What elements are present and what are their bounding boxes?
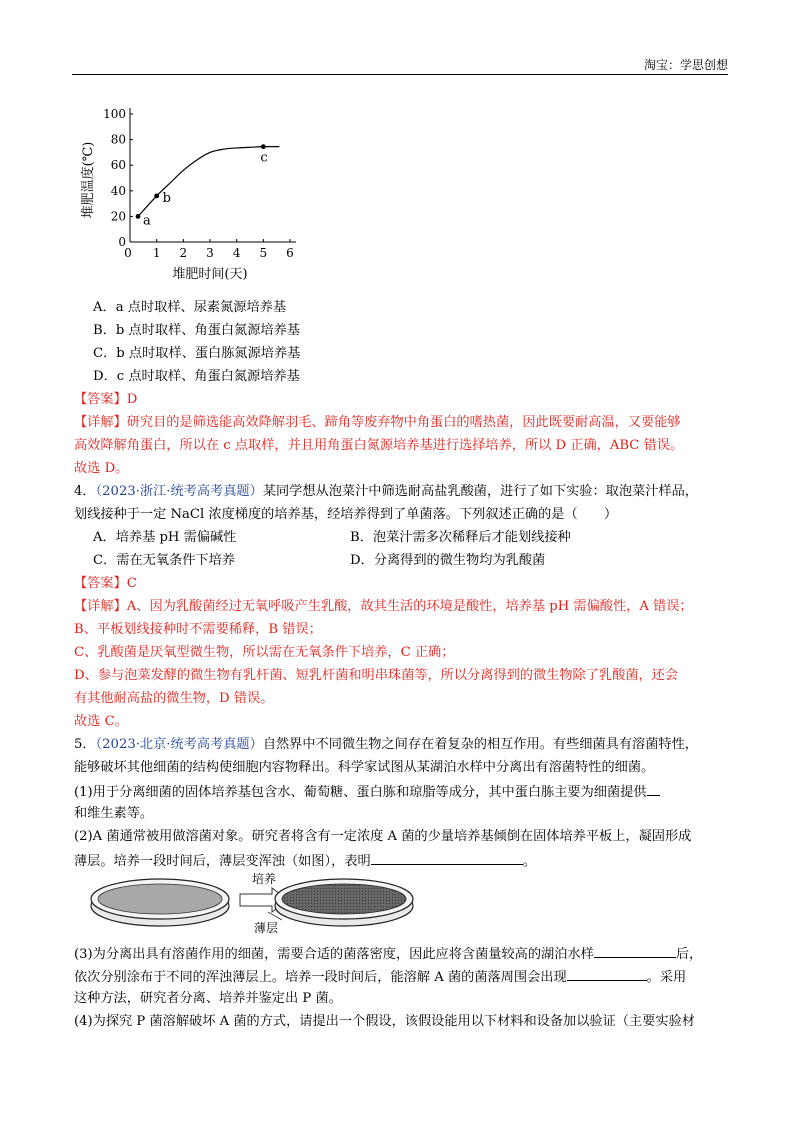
q4-option-d: D．分离得到的微生物均为乳酸菌 bbox=[350, 553, 546, 568]
q5-part3-end-2: 。采用 bbox=[646, 970, 687, 985]
y-tick-label: 0 bbox=[118, 235, 126, 249]
q3-option-b: B．b 点时取样、角蛋白氮源培养基 bbox=[93, 323, 300, 338]
q4-detail-4: D、参与泡菜发酵的微生物有乳杆菌、短乳杆菌和明串珠菌等，所以分离得到的微生物除了乳酸菌，还会 bbox=[74, 668, 679, 683]
x-tick-label: 4 bbox=[232, 246, 241, 260]
q4-detail-5: 有其他耐高盐的微生物，D 错误。 bbox=[74, 691, 274, 706]
x-tick-label: 5 bbox=[259, 246, 268, 260]
q4-detail-1: 【详解】A、因为乳酸菌经过无氧呼吸产生乳酸，故其生活的环境是酸性，培养基 pH 需偏酸性，A 错误； bbox=[74, 599, 693, 614]
q5-part2-end: 。 bbox=[522, 854, 536, 869]
petri-dish-figure bbox=[88, 866, 418, 946]
q5-part3-line-3: 这种方法，研究者分离、培养并鉴定出 P 菌。 bbox=[74, 991, 342, 1006]
q5-part3-line-2 bbox=[74, 966, 686, 988]
q5-part2-line-1: (2)A 菌通常被用做溶菌对象。研究者将含有一定浓度 A 菌的少量培养基倾倒在固体培养平板上，凝固形成 bbox=[74, 829, 692, 844]
temperature-curve bbox=[138, 147, 279, 217]
q3-option-c: C．b 点时取样、蛋白胨氮源培养基 bbox=[93, 346, 301, 361]
point-b bbox=[154, 194, 159, 199]
q3-detail-2: 高效降解角蛋白，所以在 c 点取样，并且用角蛋白氮源培养基进行选择培养，所以 D 正确，ABC 错误。 bbox=[74, 438, 684, 453]
q5-source: （2023·北京·统考高考真题） bbox=[95, 737, 263, 752]
point-label-b: b bbox=[162, 190, 171, 206]
q5-part3-end-1: 后， bbox=[675, 947, 703, 962]
q4-answer: 【答案】C bbox=[74, 576, 137, 591]
x-axis-label: 堆肥时间(天) bbox=[172, 267, 248, 282]
figure-layer-label: 薄层 bbox=[253, 921, 279, 935]
q4-number: 4． bbox=[74, 484, 96, 499]
q3-option-a: A．a 点时取样、尿素氮源培养基 bbox=[93, 300, 287, 315]
point-label-c: c bbox=[260, 150, 268, 166]
q4-stem-line-2: 划线接种于一定 NaCl 浓度梯度的培养基，经培养得到了单菌落。下列叙述正确的是（ ） bbox=[74, 507, 618, 522]
temperature-chart bbox=[72, 100, 312, 286]
q5-number: 5． bbox=[74, 737, 96, 752]
q4-option-b: B．泡菜汁需多次稀释后才能划线接种 bbox=[350, 530, 571, 545]
point-label-a: a bbox=[143, 213, 151, 229]
q3-option-d: D．c 点时取样、角蛋白氮源培养基 bbox=[93, 369, 300, 384]
header-rule bbox=[72, 74, 728, 75]
q5-blank-3 bbox=[594, 943, 676, 958]
q4-detail-3: C、乳酸菌是厌氧型微生物，所以需在无氧条件下培养，C 正确； bbox=[74, 645, 455, 660]
q5-blank-2 bbox=[371, 850, 523, 865]
q5-part1-line-1 bbox=[74, 781, 660, 803]
q5-stem-line-2: 能够破坏其他细菌的结构使细胞内容物释出。科学家试图从某湖泊水样中分离出有溶菌特性的细菌。 bbox=[74, 760, 655, 775]
figure-arrow-label: 培养 bbox=[251, 872, 277, 886]
q5-part3-text-2: 依次分别涂布于不同的浑浊薄层上。培养一段时间后，能溶解 A 菌的菌落周围会出现 bbox=[74, 970, 567, 985]
chart-axes bbox=[130, 108, 296, 242]
x-tick-label: 1 bbox=[152, 246, 161, 260]
x-tick-label: 6 bbox=[286, 246, 294, 260]
q3-detail-1: 【详解】研究目的是筛选能高效降解羽毛、蹄角等废弃物中角蛋白的嗜热菌，因此既要耐高温，又要能够 bbox=[74, 415, 681, 430]
y-tick-label: 60 bbox=[110, 158, 126, 173]
point-c bbox=[261, 144, 266, 149]
q5-part3-line-1 bbox=[74, 943, 702, 965]
q5-blank-1 bbox=[647, 781, 660, 796]
dish-before bbox=[91, 879, 229, 926]
q4-option-a: A．培养基 pH 需偏碱性 bbox=[93, 530, 237, 545]
y-axis-label: 堆肥温度(℃) bbox=[81, 141, 96, 219]
q5-stem-line-1 bbox=[74, 735, 698, 755]
q4-stem-1: 某同学想从泡菜汁中筛选耐高盐乳酸菌，进行了如下实验：取泡菜汁样品， bbox=[262, 484, 698, 499]
y-tick-label: 20 bbox=[110, 209, 126, 224]
q3-detail-3: 故选 D。 bbox=[74, 461, 129, 476]
q5-part2-text: 薄层。培养一段时间后，薄层变浑浊（如图），表明 bbox=[74, 854, 371, 869]
x-tick-label: 2 bbox=[179, 246, 188, 260]
y-tick-label: 40 bbox=[110, 183, 126, 198]
x-tick-label: 3 bbox=[206, 246, 214, 260]
y-tick-label: 100 bbox=[103, 107, 126, 121]
q3-answer: 【答案】D bbox=[74, 392, 138, 407]
y-tick-label: 80 bbox=[110, 132, 126, 147]
q4-detail-6: 故选 C。 bbox=[74, 714, 128, 729]
dish-after bbox=[275, 879, 413, 926]
q5-stem-1: 自然界中不同微生物之间存在着复杂的相互作用。有些细菌具有溶菌特性， bbox=[262, 737, 698, 752]
q5-part4-line-1: (4)为探究 P 菌溶解破坏 A 菌的方式，请提出一个假设，该假设能用以下材料和设备加以验证（主要实验材 bbox=[74, 1014, 695, 1029]
q4-detail-2: B、平板划线接种时不需要稀释，B 错误； bbox=[74, 622, 322, 637]
q4-source: （2023·浙江·统考高考真题） bbox=[95, 484, 263, 499]
q5-part1-text: (1)用于分离细菌的固体培养基包含水、葡萄糖、蛋白胨和琼脂等成分，其中蛋白胨主要为细菌提供 bbox=[74, 785, 647, 800]
q5-part3-text-1: (3)为分离出具有溶菌作用的细菌，需要合适的菌落密度，因此应将含菌量较高的湖泊水样 bbox=[74, 947, 594, 962]
y-tick-labels bbox=[103, 107, 133, 249]
q5-blank-4 bbox=[567, 966, 647, 981]
q5-part1-line-2: 和维生素等。 bbox=[74, 806, 154, 821]
point-a bbox=[136, 214, 141, 219]
x-tick-label: 0 bbox=[124, 246, 132, 260]
q4-option-c: C．需在无氧条件下培养 bbox=[93, 553, 235, 568]
page-header-text: 淘宝：学思创想 bbox=[643, 58, 728, 72]
q4-stem-line-1 bbox=[74, 482, 698, 502]
